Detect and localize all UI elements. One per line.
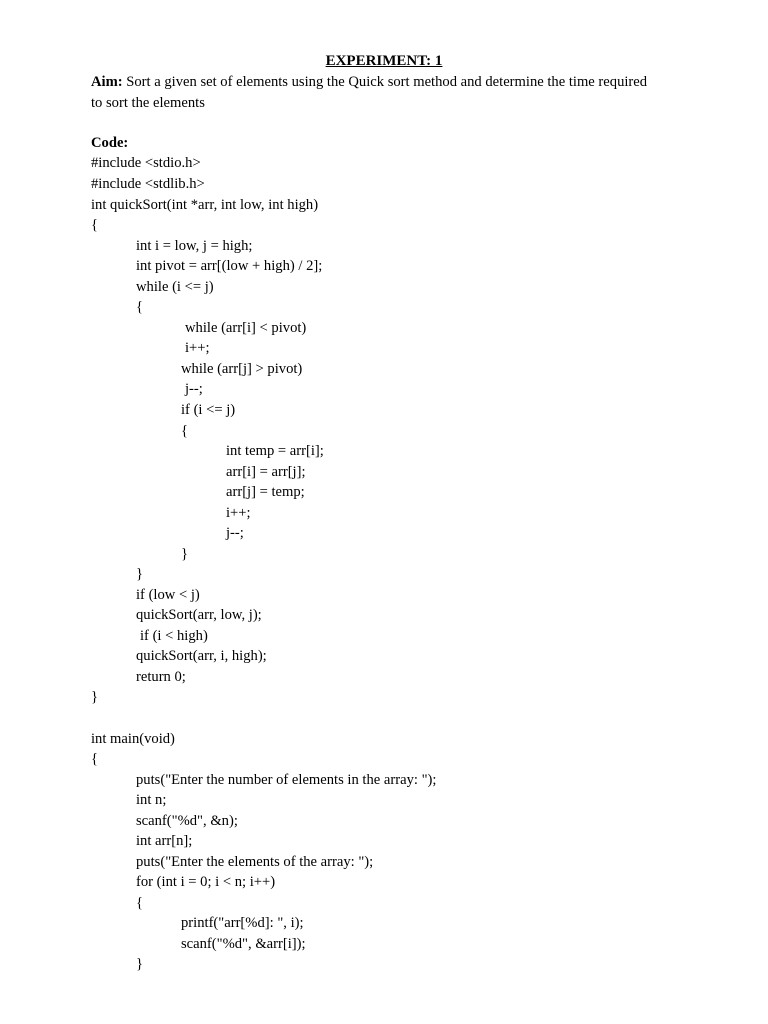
code-line: printf("arr[%d]: ", i); bbox=[181, 915, 304, 931]
page-title: EXPERIMENT: 1 bbox=[325, 53, 443, 69]
code-line: scanf("%d", &arr[i]); bbox=[181, 936, 306, 952]
code-line: { bbox=[91, 217, 99, 233]
code-line: if (i <= j) bbox=[181, 402, 236, 418]
code-line: { bbox=[181, 423, 189, 439]
code-line: int main(void) bbox=[91, 731, 175, 747]
code-line: arr[j] = temp; bbox=[226, 484, 305, 500]
aim-line-2: to sort the elements bbox=[91, 94, 205, 111]
code-line: while (i <= j) bbox=[136, 279, 214, 295]
code-heading: Code: bbox=[91, 135, 129, 151]
code-line: return 0; bbox=[136, 669, 186, 685]
code-line: int temp = arr[i]; bbox=[226, 443, 324, 459]
code-line: if (low < j) bbox=[136, 587, 200, 603]
code-line: } bbox=[181, 546, 189, 562]
aim-line-1 bbox=[91, 72, 691, 93]
code-line: for (int i = 0; i < n; i++) bbox=[136, 874, 276, 890]
aim-paragraph bbox=[91, 72, 691, 113]
aim-label: Aim: bbox=[91, 74, 123, 90]
code-line: { bbox=[91, 751, 99, 767]
code-line: while (arr[j] > pivot) bbox=[181, 361, 303, 377]
code-line: quickSort(arr, i, high); bbox=[136, 648, 267, 664]
code-line: } bbox=[91, 689, 99, 705]
code-line: int quickSort(int *arr, int low, int high) bbox=[91, 197, 319, 213]
code-line: puts("Enter the number of elements in the array: "); bbox=[136, 772, 437, 788]
code-line: if (i < high) bbox=[140, 628, 208, 644]
code-line: j--; bbox=[226, 525, 244, 541]
code-line: scanf("%d", &n); bbox=[136, 813, 238, 829]
code-line: { bbox=[136, 895, 144, 911]
code-line: { bbox=[136, 299, 144, 315]
code-line: int i = low, j = high; bbox=[136, 238, 253, 254]
code-line: puts("Enter the elements of the array: "); bbox=[136, 854, 374, 870]
code-line: int arr[n]; bbox=[136, 833, 193, 849]
code-line: while (arr[i] < pivot) bbox=[185, 320, 307, 336]
aim-text: Sort a given set of elements using the Quick sort method and determine the time required bbox=[122, 74, 648, 90]
code-line: arr[i] = arr[j]; bbox=[226, 464, 306, 480]
code-line: } bbox=[136, 956, 144, 972]
code-line: i++; bbox=[226, 505, 251, 521]
code-line: int n; bbox=[136, 792, 167, 808]
code-line: j--; bbox=[185, 381, 203, 397]
code-line: quickSort(arr, low, j); bbox=[136, 607, 262, 623]
code-line: #include <stdio.h> bbox=[91, 155, 201, 171]
code-line: i++; bbox=[185, 340, 210, 356]
code-line: #include <stdlib.h> bbox=[91, 176, 205, 192]
code-line: } bbox=[136, 566, 144, 582]
code-line: int pivot = arr[(low + high) / 2]; bbox=[136, 258, 323, 274]
